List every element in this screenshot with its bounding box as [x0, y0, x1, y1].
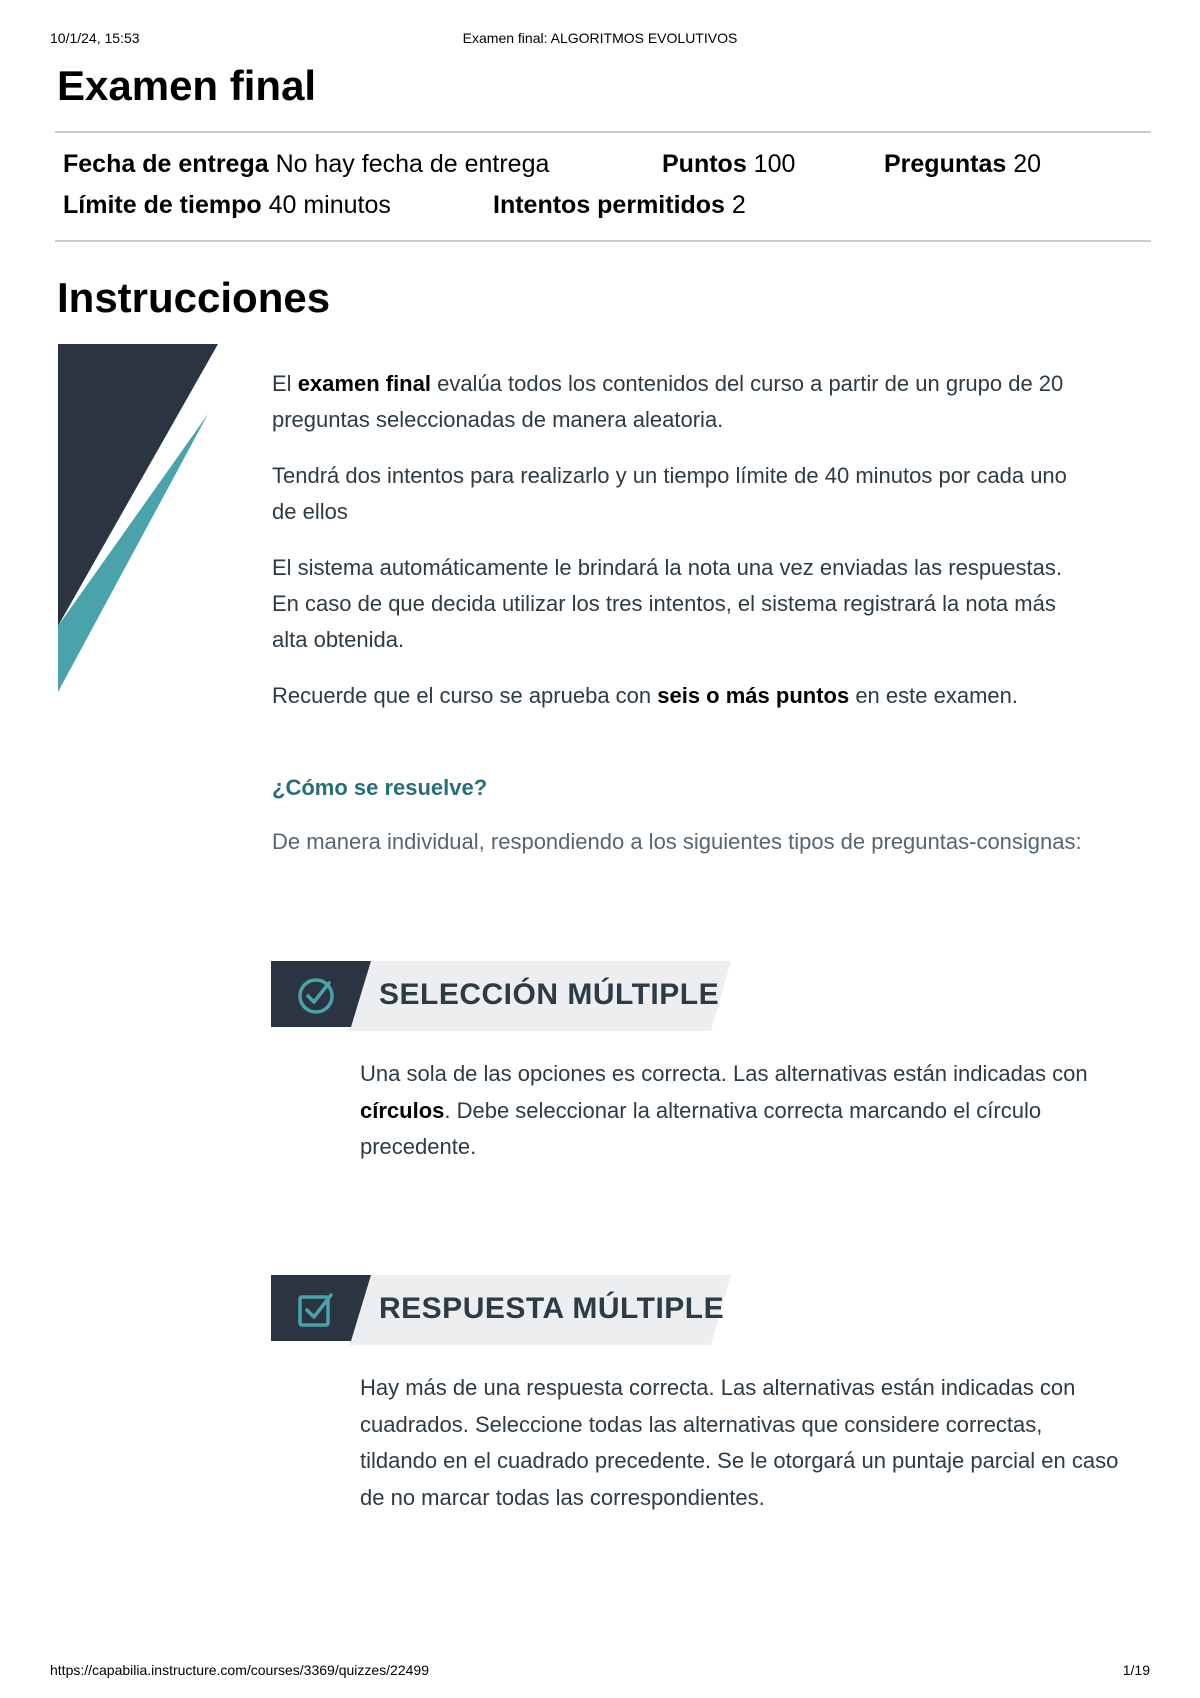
print-doc-title: Examen final: ALGORITMOS EVOLUTIVOS	[462, 30, 738, 46]
print-date: 10/1/24, 15:53	[50, 30, 140, 46]
time-limit	[63, 191, 391, 220]
highlight-passing: seis o más puntos	[657, 683, 850, 708]
time-label: Límite de tiempo	[63, 191, 262, 219]
questions	[884, 150, 1041, 179]
due-date	[63, 150, 549, 179]
questions-label: Preguntas	[884, 150, 1007, 178]
question-type-label: SELECCIÓN MÚLTIPLE	[379, 978, 720, 1011]
instructions-heading: Instrucciones	[57, 274, 331, 321]
points-label: Puntos	[662, 150, 747, 178]
instructions-p4: Recuerde que el curso se aprueba con seis o más puntos en este examen.	[272, 683, 1018, 708]
time-value: 40 minutos	[268, 191, 391, 219]
check-square-icon	[295, 1289, 337, 1331]
page-title: Examen final	[57, 62, 317, 109]
check-circle-icon	[295, 975, 337, 1017]
questions-value: 20	[1013, 150, 1042, 178]
instructions-p1: El examen final evalúa todos los contenidos del curso a partir de un grupo de 20 preguntas seleccionadas de manera aleatoria.	[272, 371, 1064, 432]
print-header	[50, 30, 1150, 50]
attempts	[493, 191, 746, 220]
instructions-p3: El sistema automáticamente le brindará la nota una vez enviadas las respuestas. En caso de que decida utilizar los tres intentos, el sistema registrará la nota más alta obtenida.	[272, 555, 1062, 652]
divider	[55, 240, 1151, 242]
question-type-label: RESPUESTA MÚLTIPLE	[379, 1292, 725, 1325]
instructions-p2: Tendrá dos intentos para realizarlo y un tiempo límite de 40 minutos por cada uno de ellos	[272, 463, 1067, 524]
question-type-banner	[271, 961, 731, 1031]
due-label: Fecha de entrega	[63, 150, 269, 178]
attempts-value: 2	[731, 191, 746, 219]
question-type-desc: Hay más de una respuesta correcta. Las alternativas están indicadas con cuadrados. Seleccione todas las alternativas que considere correctas, tildando en el cuadrado precedente. Se le otorgará un puntaje parcial en caso de no marcar todas las correspondientes.	[360, 1375, 1119, 1510]
question-type-desc: Una sola de las opciones es correcta. Las alternativas están indicadas con círculos. Debe seleccionar la alternativa correcta marcando el círculo precedente.	[360, 1061, 1088, 1159]
highlight-exam: examen final	[297, 371, 431, 396]
divider	[55, 131, 1151, 133]
question-type-banner	[271, 1275, 731, 1345]
how-heading: ¿Cómo se resuelve?	[272, 775, 488, 800]
attempts-label: Intentos permitidos	[493, 191, 725, 219]
page-number: 1/19	[1122, 1662, 1150, 1678]
due-value: No hay fecha de entrega	[275, 150, 550, 178]
points-value: 100	[753, 150, 796, 178]
print-url: https://capabilia.instructure.com/courses/3369/quizzes/22499	[50, 1662, 429, 1678]
how-text: De manera individual, respondiendo a los siguientes tipos de preguntas-consignas:	[272, 829, 1082, 854]
decorative-banner	[58, 344, 218, 696]
points	[662, 150, 795, 179]
